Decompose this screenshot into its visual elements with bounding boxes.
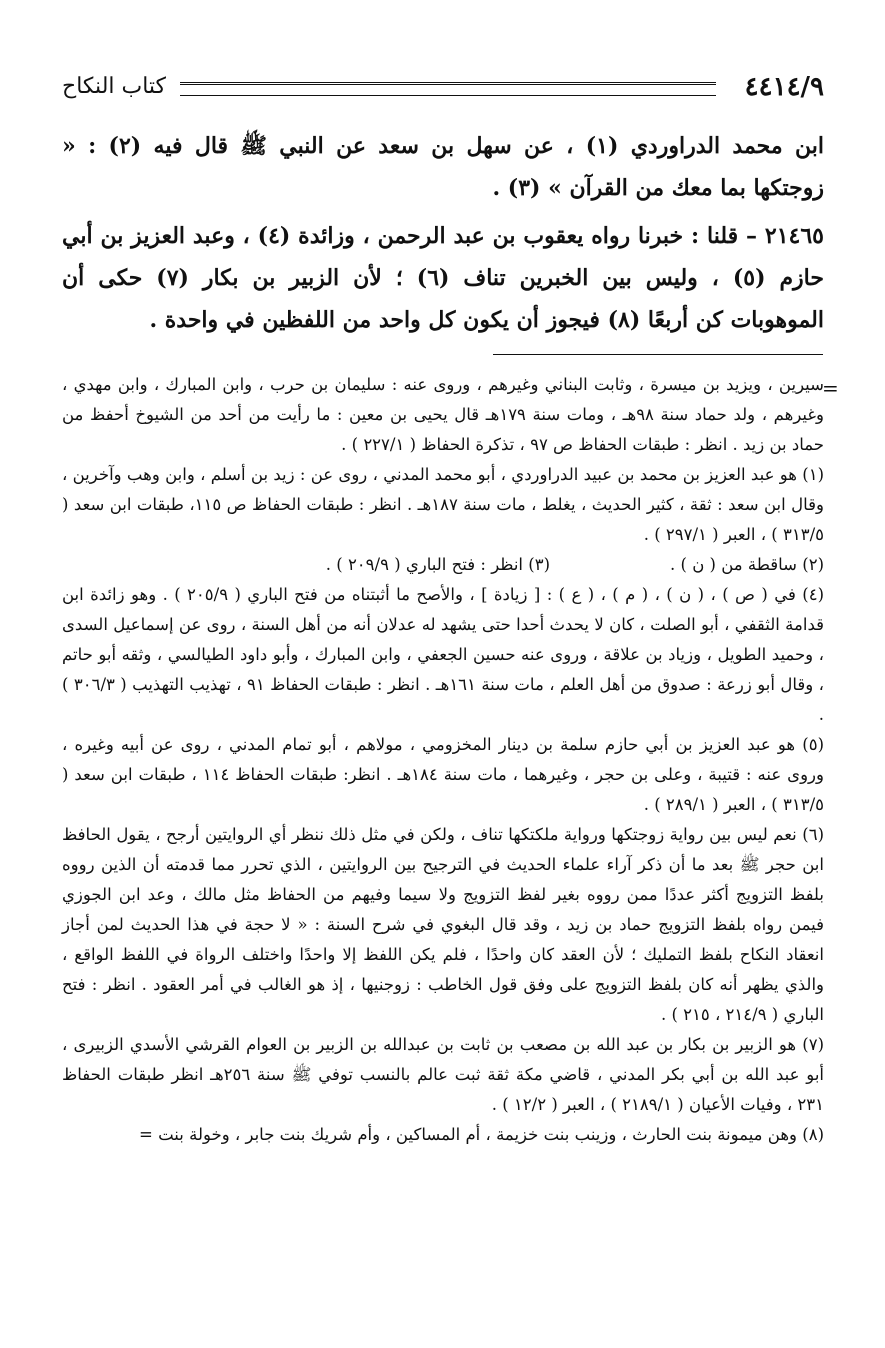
footnote-2: (٢) ساقطة من ( ن ) .	[670, 555, 824, 574]
footnotes	[62, 370, 824, 1150]
main-paragraph-1: ابن محمد الدراوردي (١) ، عن سهل بن سعد عن النبي ﷺ قال فيه (٢) : « زوجتكها بما معك من القرآن » (٣) .	[62, 133, 824, 201]
footnote-6: (٦) نعم ليس بين رواية زوجتكها ورواية ملكتكها تناف ، ولكن في مثل ذلك ننظر أي الروايتين أرجح ، يقول الحافظ ابن حجر ﷺ بعد ما أن ذكر آراء علماء الحديث في الترجيح بين الروايتين ، الذي تحرر مما قدمته أن الذين رووه بلفظ التزويج أكثر عددًا ممن رووه بغير لفظ التزويج ولا سيما وفيهم من الحفاظ مثل مالك ، وعد ابن الجوزي فيمن رواه بلفظ التزويج حماد بن زيد ، وقد قال البغوي في شرح السنة : « لا حجة في هذا الحديث لمن أجاز انعقاد النكاح بلفظ التمليك ؛ لأن العقد كان واحدًا ، فلم يكن اللفظ إلا واحدًا واختلف الرواة في اللفظ الواقع ، والذي يظهر أنه كان بلفظ التزويج على وفق قول الخاطب : زوجنيها ، إذ هو الغالب في أمر العقود . انظر : فتح الباري ( ٢١٤/٩ ، ٢١٥ ) .	[62, 825, 824, 1024]
running-header	[62, 70, 824, 106]
footnote-4: (٤) في ( ص ) ، ( ن ) ، ( م ) ، ( ع ) : [ زيادة ] ، والأصح ما أثبتناه من فتح الباري ( ٢٠٥/٩ ) . وهو زائدة ابن قدامة الثقفي ، أبو الصلت ، كان لا يحدث أحدا حتى يشهد له عدلان أنه من أهل السنة ، روى عن إسماعيل السدى ، وحميد الطويل ، وزياد بن علاقة ، وروى عنه حسين الجعفي ، وابن المبارك ، وأبو داود الطيالسي ، وثقه أبو حاتم ، وقال أبو زرعة : صدوق من أهل العلم ، مات سنة ١٦١هـ . انظر : طبقات الحفاظ ٩١ ، تهذيب التهذيب ( ٣٠٦/٣ ) .	[62, 585, 824, 724]
footnote-2-3	[62, 550, 824, 580]
continuation-mark-top: =	[822, 376, 839, 400]
paragraph-text: – قلنا : خبرنا رواه يعقوب بن عبد الرحمن ، وزائدة (٤) ، وعبد العزيز بن أبي حازم (٥) ، وليس بين الخبرين تناف (٦) ؛ لأن الزبير بن بكار (٧) حكى أن الموهوبات كن أربعًا (٨) فيجوز أن يكون كل واحد من اللفظين في واحدة .	[62, 223, 824, 333]
paragraph-number: ٢١٤٦٥	[764, 223, 824, 249]
page-number: ٤٤١٤/٩	[744, 72, 824, 102]
footnote-3: (٣) انظر : فتح الباري ( ٢٠٩/٩ ) .	[325, 555, 551, 574]
footnote-separator	[493, 354, 823, 355]
footnote-1: (١) هو عبد العزيز بن محمد بن عبيد الدراوردي ، أبو محمد المدني ، روى عن : زيد بن أسلم ، وابن وهب وآخرين ، وقال ابن سعد : ثقة ، كثير الحديث ، يغلط ، مات سنة ١٨٧هـ . انظر : طبقات الحفاظ ص ١١٥، طبقات ابن سعد ( ٣١٣/٥ ) ، العبر ( ٢٩٧/١ ) .	[62, 465, 825, 544]
main-paragraph-2	[62, 215, 824, 341]
header-rule	[180, 82, 716, 96]
main-text	[62, 125, 824, 347]
footnote-7: (٧) هو الزبير بن بكار بن عبد الله بن مصعب بن ثابت بن عبدالله بن الزبير بن العوام القرشي الأسدي الزبيرى ، أبو عبد الله بن أبي بكر المدني ، قاضي مكة ثقة ثبت عالم بالنسب توفي ﷺ سنة ٢٥٦هـ انظر طبقات الحفاظ ٢٣١ ، وفيات الأعيان ( ٢١٨٩/١ ) ، العبر ( ١٢/٢ ) .	[62, 1035, 825, 1114]
book-title: كتاب النكاح	[62, 74, 167, 99]
footnote-continued: سيرين ، ويزيد بن ميسرة ، وثابت البناني وغيرهم ، وروى عنه : سليمان بن حرب ، وابن المبارك ، وابن مهدي ، وغيرهم ، ولد حماد سنة ٩٨هـ ، ومات سنة ١٧٩هـ قال يحيى بن معين : ما رأيت من أحد من الشيوخ أحفظ من حماد بن زيد . انظر : طبقات الحفاظ ص ٩٧ ، تذكرة الحفاظ ( ٢٢٧/١ ) .	[62, 375, 825, 454]
footnote-5: (٥) هو عبد العزيز بن أبي حازم سلمة بن دينار المخزومي ، مولاهم ، أبو تمام المدني ، روى عن أبيه وغيره ، وروى عنه : قتيبة ، وعلى بن حجر ، وغيرهما ، مات سنة ١٨٤هـ . انظر: طبقات الحفاظ ١١٤ ، طبقات ابن سعد ( ٣١٣/٥ ) ، العبر ( ٢٨٩/١ ) .	[62, 735, 824, 814]
footnote-8: (٨) وهن ميمونة بنت الحارث ، وزينب بنت خزيمة ، أم المساكين ، وأم شريك بنت جابر ، وخولة بنت =	[139, 1125, 824, 1144]
